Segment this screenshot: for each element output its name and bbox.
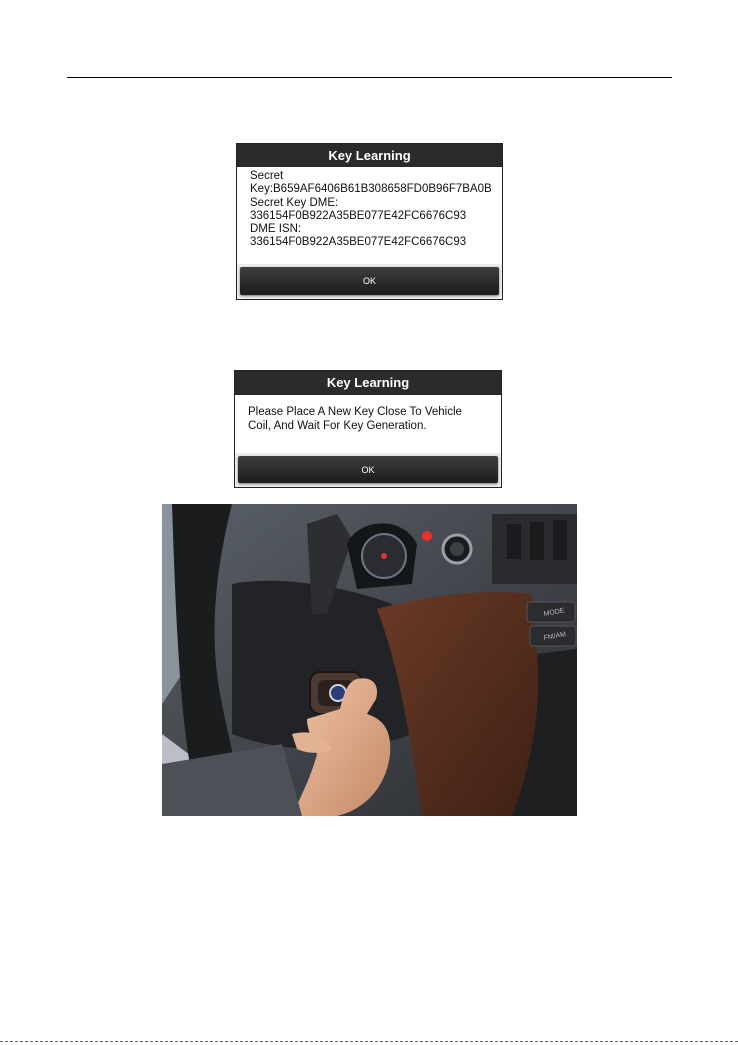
dialog-message: [237, 167, 502, 264]
mode-button-label: MODE: [543, 607, 566, 618]
dialog-line: Secret: [250, 170, 284, 182]
dialog-line: DME ISN:: [250, 223, 302, 236]
key-learning-secret-dialog: [236, 143, 503, 300]
dialog-line: Secret Key DME:: [250, 196, 339, 209]
key-learning-place-key-dialog: [234, 370, 502, 488]
dialog-line: 336154F0B922A35BE077E42FC6676C93: [250, 236, 467, 249]
ok-button[interactable]: OK: [240, 267, 499, 295]
header-rule: [67, 77, 672, 78]
dialog-footer: [237, 264, 502, 299]
dialog-footer: [235, 453, 501, 487]
dialog-line: Please Place A New Key Close To Vehicle: [248, 406, 462, 418]
dialog-title: Key Learning: [235, 371, 501, 395]
dialog-line: Key:B659AF6406B61B308658FD0B96F7BA0B: [250, 183, 492, 196]
dialog-line: 336154F0B922A35BE077E42FC6676C93: [250, 209, 467, 222]
dialog-title: Key Learning: [237, 144, 502, 167]
footer-rule: [0, 1041, 738, 1043]
dialog-line: Coil, And Wait For Key Generation.: [248, 420, 427, 432]
dialog-message: [235, 395, 501, 453]
car-key-coil-photo: [162, 504, 577, 816]
ok-button[interactable]: OK: [238, 456, 498, 483]
fm-am-button-label: FM/AM: [543, 631, 567, 642]
